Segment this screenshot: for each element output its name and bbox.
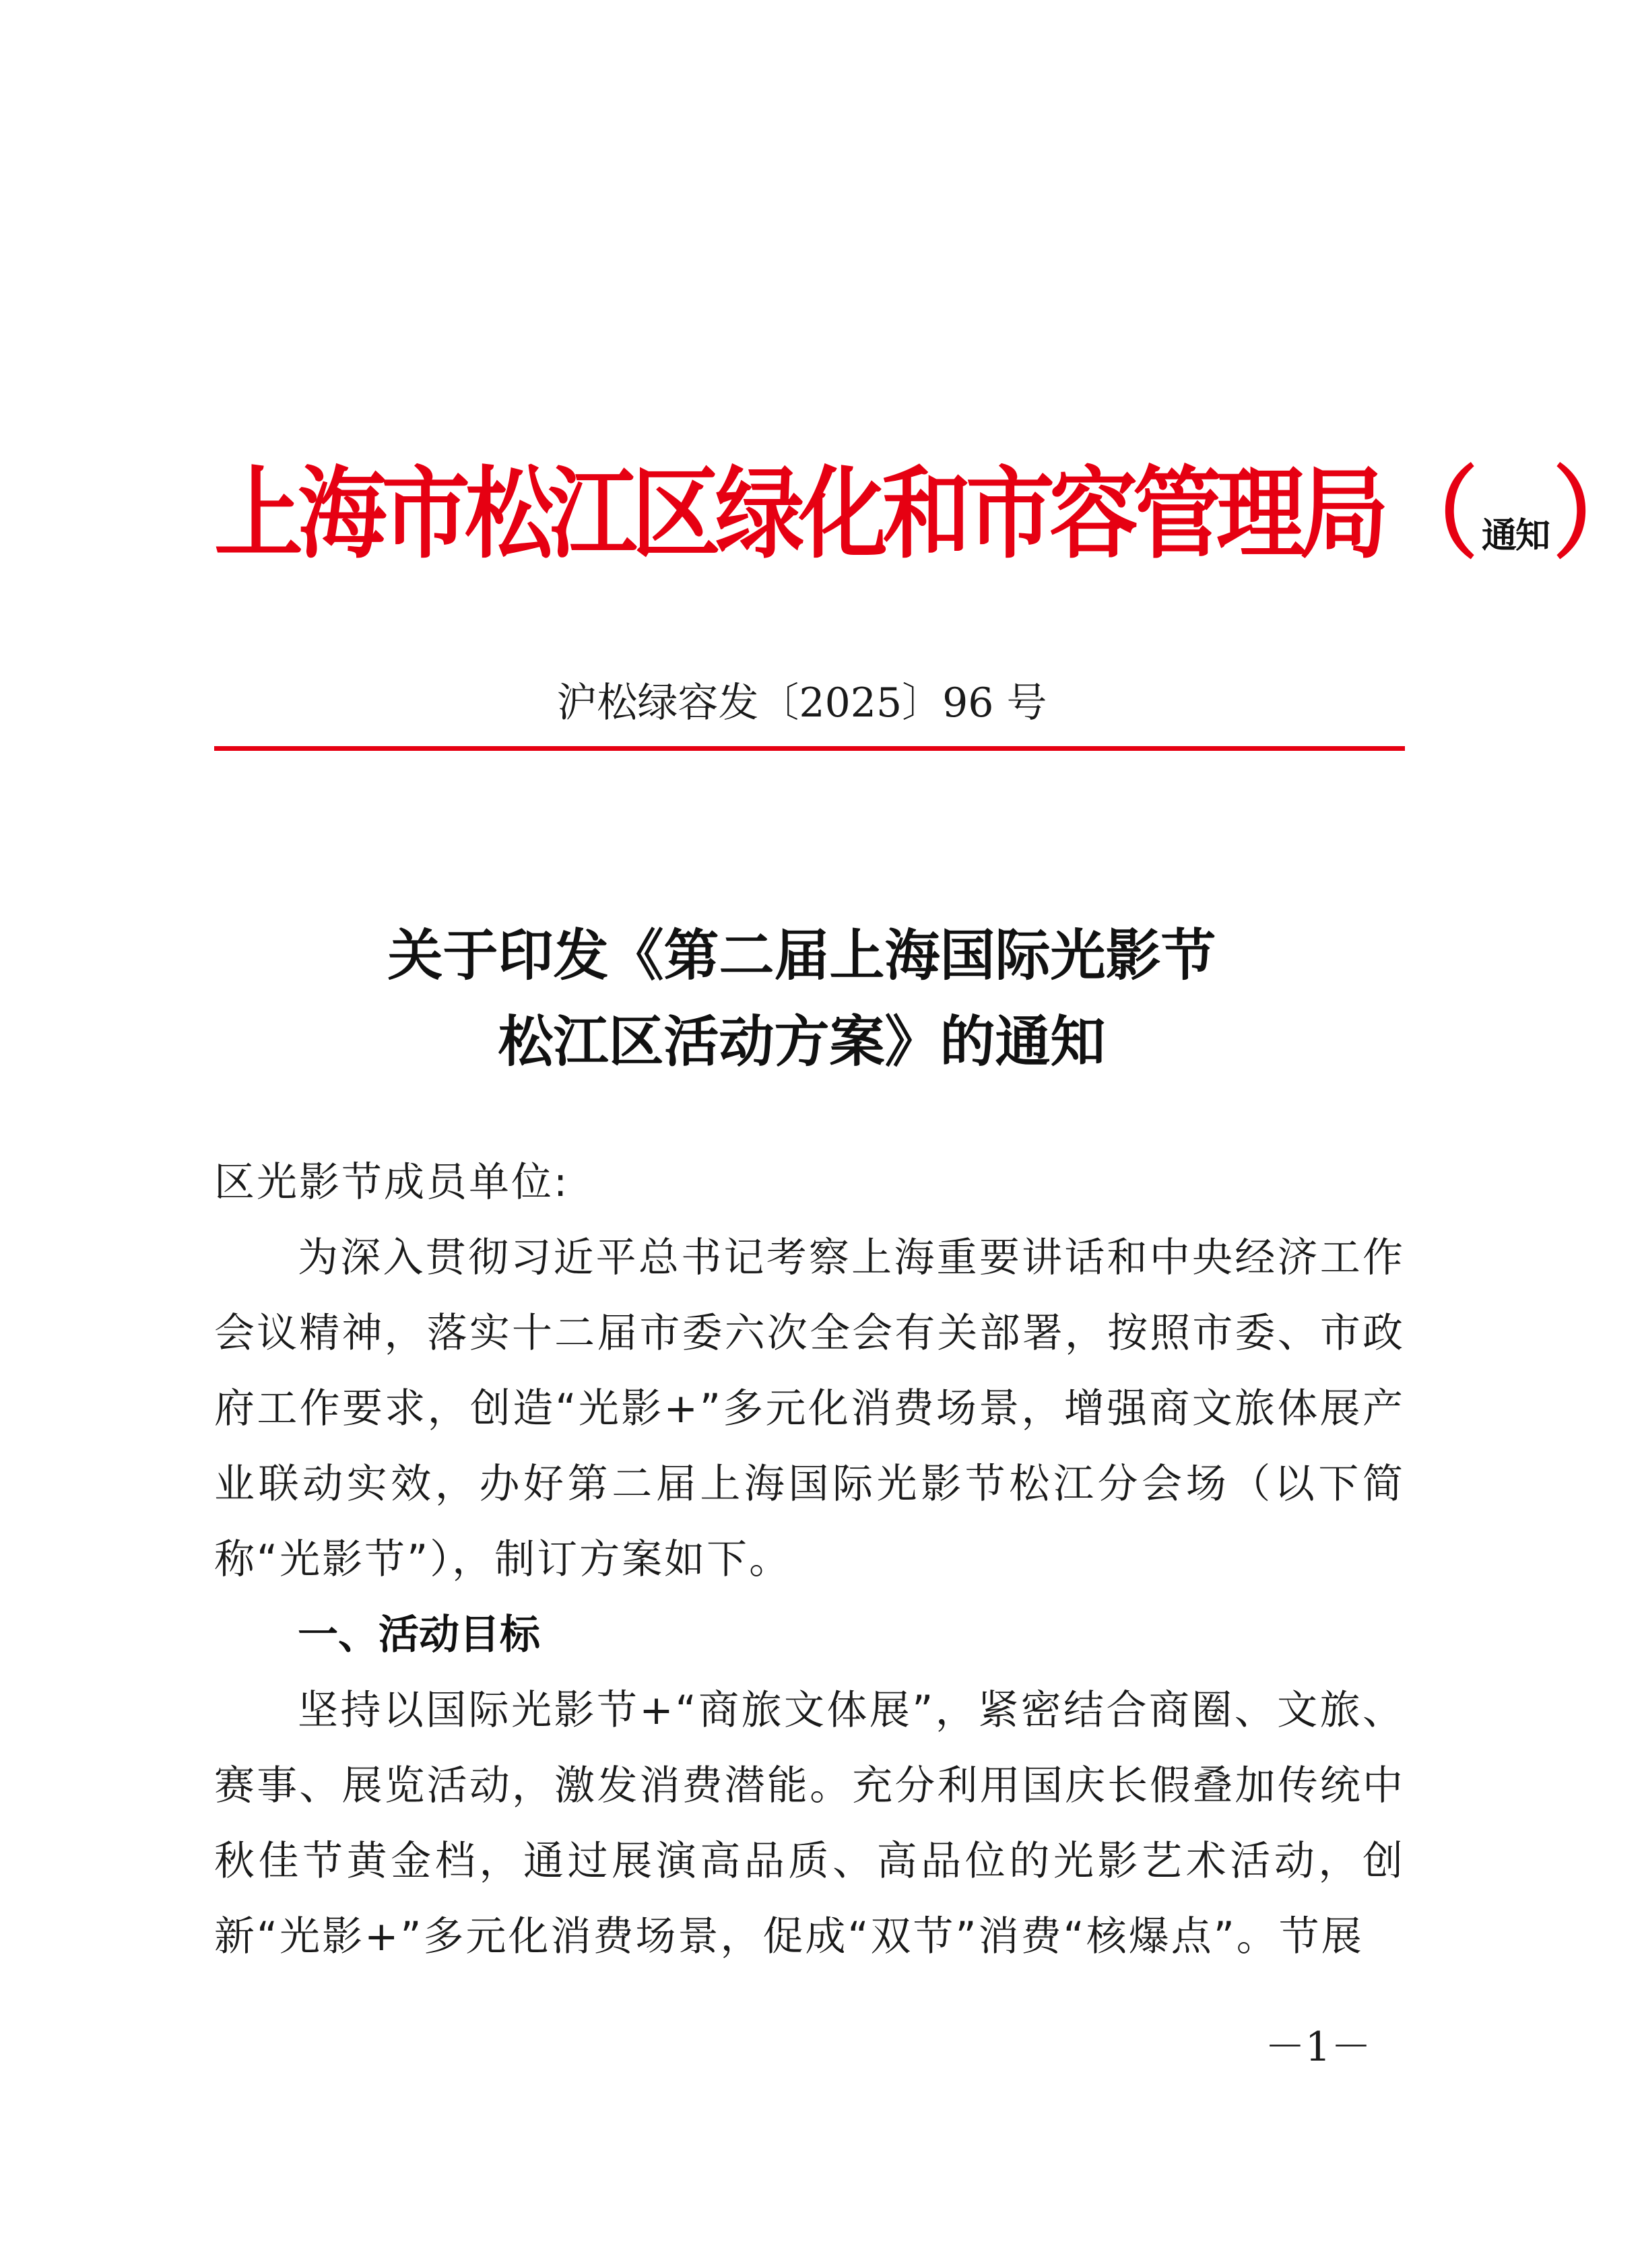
masthead-red-header: [214, 450, 1642, 573]
masthead-paren-open: （: [1389, 456, 1478, 573]
masthead-paren-close: ）: [1553, 456, 1642, 573]
body-paragraph-1: 为深入贯彻习近平总书记考察上海重要讲话和中央经济工作会议精神，落实十二届市委六次全会有关部署，按照市委、市政府工作要求，创造“光影+”多元化消费场景，增强商文旅体展产业联动实效，办好第二届上海国际光影节松江分会场（以下简称“光影节”），制订方案如下。: [214, 1234, 1405, 1583]
issuing-organization: 上海市松江区绿化和市容管理局: [214, 456, 1383, 573]
page-number: －1－: [1264, 2024, 1371, 2071]
body-paragraph-2: 坚持以国际光影节+“商旅文体展”，紧密结合商圈、文旅、赛事、展览活动，激发消费潜能。充分利用国庆长假叠加传统中秋佳节黄金档，通过展演高品质、高品位的光影艺术活动，创新“光影+”多元化消费场景，促成“双节”消费“核爆点”。节展: [214, 1687, 1405, 1960]
section-heading-1: 一、活动目标: [298, 1611, 540, 1659]
document-title: [0, 912, 1604, 1085]
red-separator-line: [214, 746, 1405, 751]
title-line-2: 松江区活动方案》的通知: [498, 1009, 1106, 1074]
title-line-1: 关于印发《第二届上海国际光影节: [387, 923, 1216, 988]
salutation: 区光影节成员单位:: [214, 1159, 570, 1206]
document-number: 沪松绿容发〔2025〕96 号: [556, 679, 1047, 727]
masthead-doc-type: 通知: [1482, 516, 1550, 556]
document-body: [214, 1145, 1405, 1974]
